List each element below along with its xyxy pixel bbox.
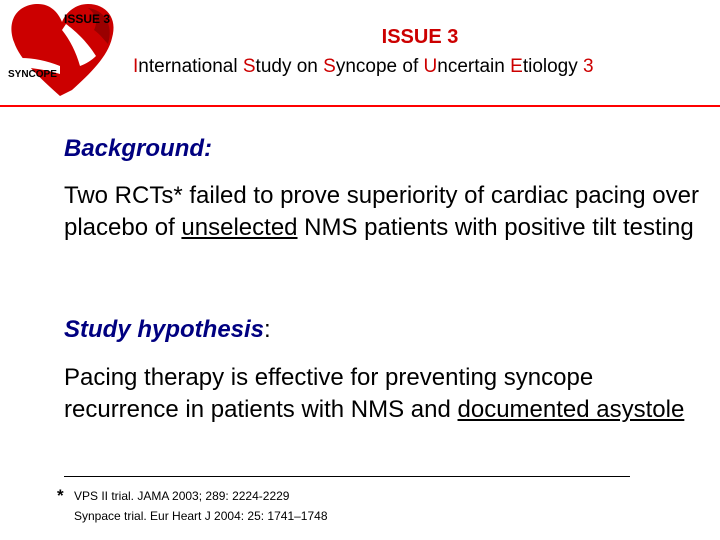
background-emphasis: unselected [181,214,298,241]
subtitle-initial: I [133,56,139,77]
subtitle-initial: E [510,56,523,77]
header-divider [0,105,720,107]
footnote-reference-1: VPS II trial. JAMA 2003; 289: 2224-2229 [74,489,290,503]
subtitle-word: ncertain [437,56,511,77]
hypothesis-colon: : [264,316,271,343]
subtitle-number: 3 [583,56,594,77]
subtitle-word: nternational [138,56,243,77]
footnote-reference-2: Synpace trial. Eur Heart J 2004: 25: 1741–1748 [74,509,328,523]
hypothesis-emphasis: documented asystole [457,396,685,423]
issue3-logo [0,0,130,100]
background-text-part: NMS patients with positive tilt testing [297,214,694,241]
hypothesis-text-part: Pacing therapy is effective for preventing syncope recurrence in patients with NMS and [64,364,594,423]
hypothesis-heading-text: Study hypothesis [64,316,265,343]
subtitle-initial: S [242,56,256,77]
logo-issue-label: ISSUE 3 [64,12,111,26]
header-title: ISSUE 3 [381,26,459,48]
hypothesis-text [64,362,704,426]
subtitle-initial: S [323,56,336,77]
subtitle-initial: U [423,56,438,77]
footnote-asterisk: * [57,486,64,505]
subtitle-word: yncope of [335,56,424,77]
footnote-divider [64,476,630,477]
subtitle-word: tudy on [255,56,324,77]
background-text [64,180,704,244]
logo-syncope-label: SYNCOPE [8,69,57,80]
hypothesis-heading [64,316,271,344]
background-text-part: Two RCTs* failed to prove superiority of cardiac pacing over placebo of [64,182,699,241]
background-heading: Background: [64,135,213,162]
header-subtitle [133,56,594,78]
subtitle-word: tiology [522,56,584,77]
